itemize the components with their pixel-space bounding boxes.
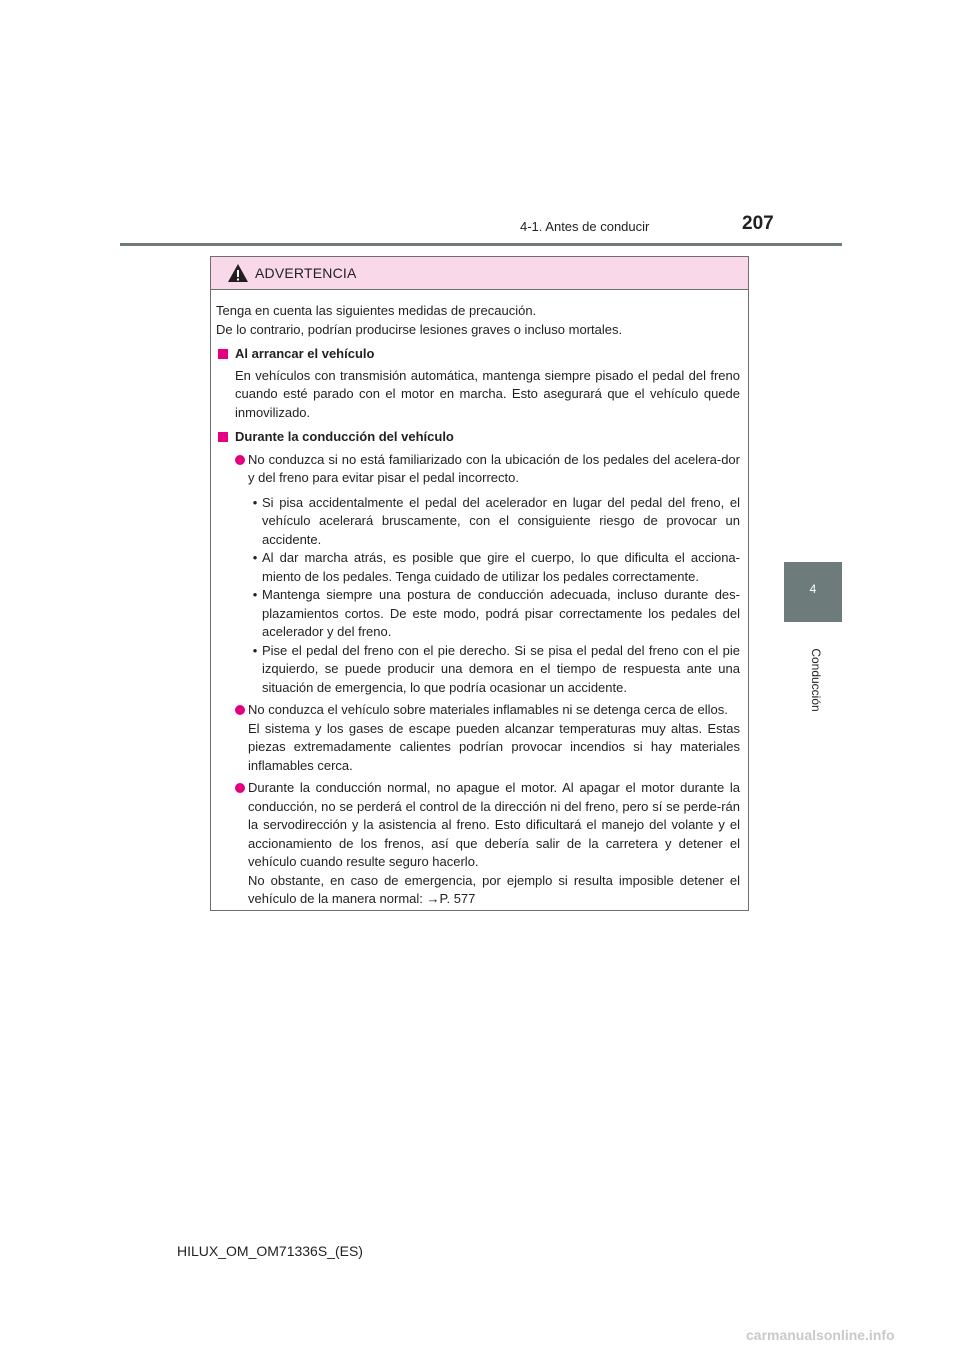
- watermark: carmanualsonline.info: [746, 1327, 895, 1343]
- square-bullet-icon: [218, 432, 228, 442]
- circle-bullet-icon: [235, 705, 245, 715]
- square-bullet-icon: [218, 349, 228, 359]
- warning-header: [211, 257, 748, 290]
- section-heading-text: Durante la conducción del vehículo: [235, 429, 454, 444]
- section-starting: [216, 345, 740, 422]
- sub-item: [216, 642, 740, 698]
- section-text: En vehículos con transmisión automática, mantenga siempre pisado el pedal del freno cuando esté parado con el motor en marcha. Esto asegurará que el vehículo quede inmovilizado.: [235, 367, 740, 420]
- circle-bullet-icon: [235, 783, 245, 793]
- bullet-extra-text: No obstante, en caso de emergencia, por ejemplo si resulta imposible detener el vehículo de la manera normal: →P. 577: [248, 872, 740, 906]
- dot-bullet-icon: •: [252, 494, 258, 510]
- dot-bullet-icon: •: [252, 550, 258, 565]
- bullet-extra-text: El sistema y los gases de escape pueden alcanzar temperaturas muy altas. Estas piezas extremadamente calientes podrían provocar incendios si hay materiales inflamables cerca.: [248, 720, 740, 773]
- warning-intro-line: Tenga en cuenta las siguientes medidas de precaución.: [216, 303, 537, 318]
- sub-item-text: Al dar marcha atrás, es posible que gire el cuerpo, lo que dificulta el acciona-miento de los pedales. Tenga cuidado de utilizar los pedales correctamente.: [262, 550, 740, 584]
- sub-item-text: Si pisa accidentalmente el pedal del acelerador en lugar del pedal del freno, el vehículo acelerará bruscamente, con el consiguiente riesgo de provocar un accidente.: [262, 494, 740, 547]
- bullet-item: [216, 701, 740, 775]
- sub-item-text: Pise el pedal del freno con el pie derecho. Si se pisa el pedal del freno con el pie izquierdo, se puede producir una demora en el tiempo de respuesta ante una situación de emergencia, lo que podría ocasionar un accidente.: [262, 642, 740, 695]
- warning-intro-line: De lo contrario, podrían producirse lesiones graves o incluso mortales.: [216, 321, 623, 337]
- dot-bullet-icon: •: [252, 642, 258, 658]
- footer-document-code: HILUX_OM_OM71336S_(ES): [177, 1243, 363, 1259]
- bullet-text: Durante la conducción normal, no apague el motor. Al apagar el motor durante la conducción, no se perderá el control de la dirección ni del freno, pero sí se perde-rán la servodirección y la asistencia al freno. Esto dificultará el manejo del volante y el accionamiento de los frenos, así que debería salir de la carretera y detener el vehículo cuando resulte seguro hacerlo.: [248, 780, 740, 869]
- dot-bullet-icon: •: [252, 587, 258, 602]
- section-heading: [216, 428, 740, 447]
- sub-item-text: Mantenga siempre una postura de conducción adecuada, incluso durante des-plazamientos cortos. De este modo, podrá pisar correctamente los pedales del acelerador y del freno.: [262, 587, 740, 639]
- bullet-item: [216, 779, 740, 909]
- header-rule: [120, 243, 842, 246]
- chapter-number: 4: [809, 582, 817, 596]
- warning-triangle-icon: [227, 263, 249, 283]
- bullet-text: No conduzca el vehículo sobre materiales inflamables ni se detenga cerca de ellos.: [248, 702, 728, 717]
- sub-item: [216, 494, 740, 550]
- page-number: 207: [742, 213, 774, 234]
- sub-list: [216, 494, 740, 698]
- chapter-tab: [784, 562, 842, 622]
- bullet-text: No conduzca si no está familiarizado con la ubicación de los pedales del acelera-dor y del freno para evitar pisar el pedal incorrecto.: [248, 451, 740, 485]
- sub-item: [216, 549, 740, 586]
- bullet-item: [216, 451, 740, 488]
- circle-bullet-icon: [235, 455, 245, 465]
- sub-item: [216, 586, 740, 642]
- warning-box: [210, 256, 749, 911]
- section-heading: [216, 345, 740, 364]
- warning-body: [211, 290, 748, 909]
- section-heading-text: Al arrancar el vehículo: [235, 346, 375, 361]
- warning-title: ADVERTENCIA: [255, 265, 357, 281]
- header-section-title: 4-1. Antes de conducir: [520, 219, 650, 234]
- section-driving: [216, 428, 740, 909]
- chapter-title: Conducción: [809, 648, 823, 712]
